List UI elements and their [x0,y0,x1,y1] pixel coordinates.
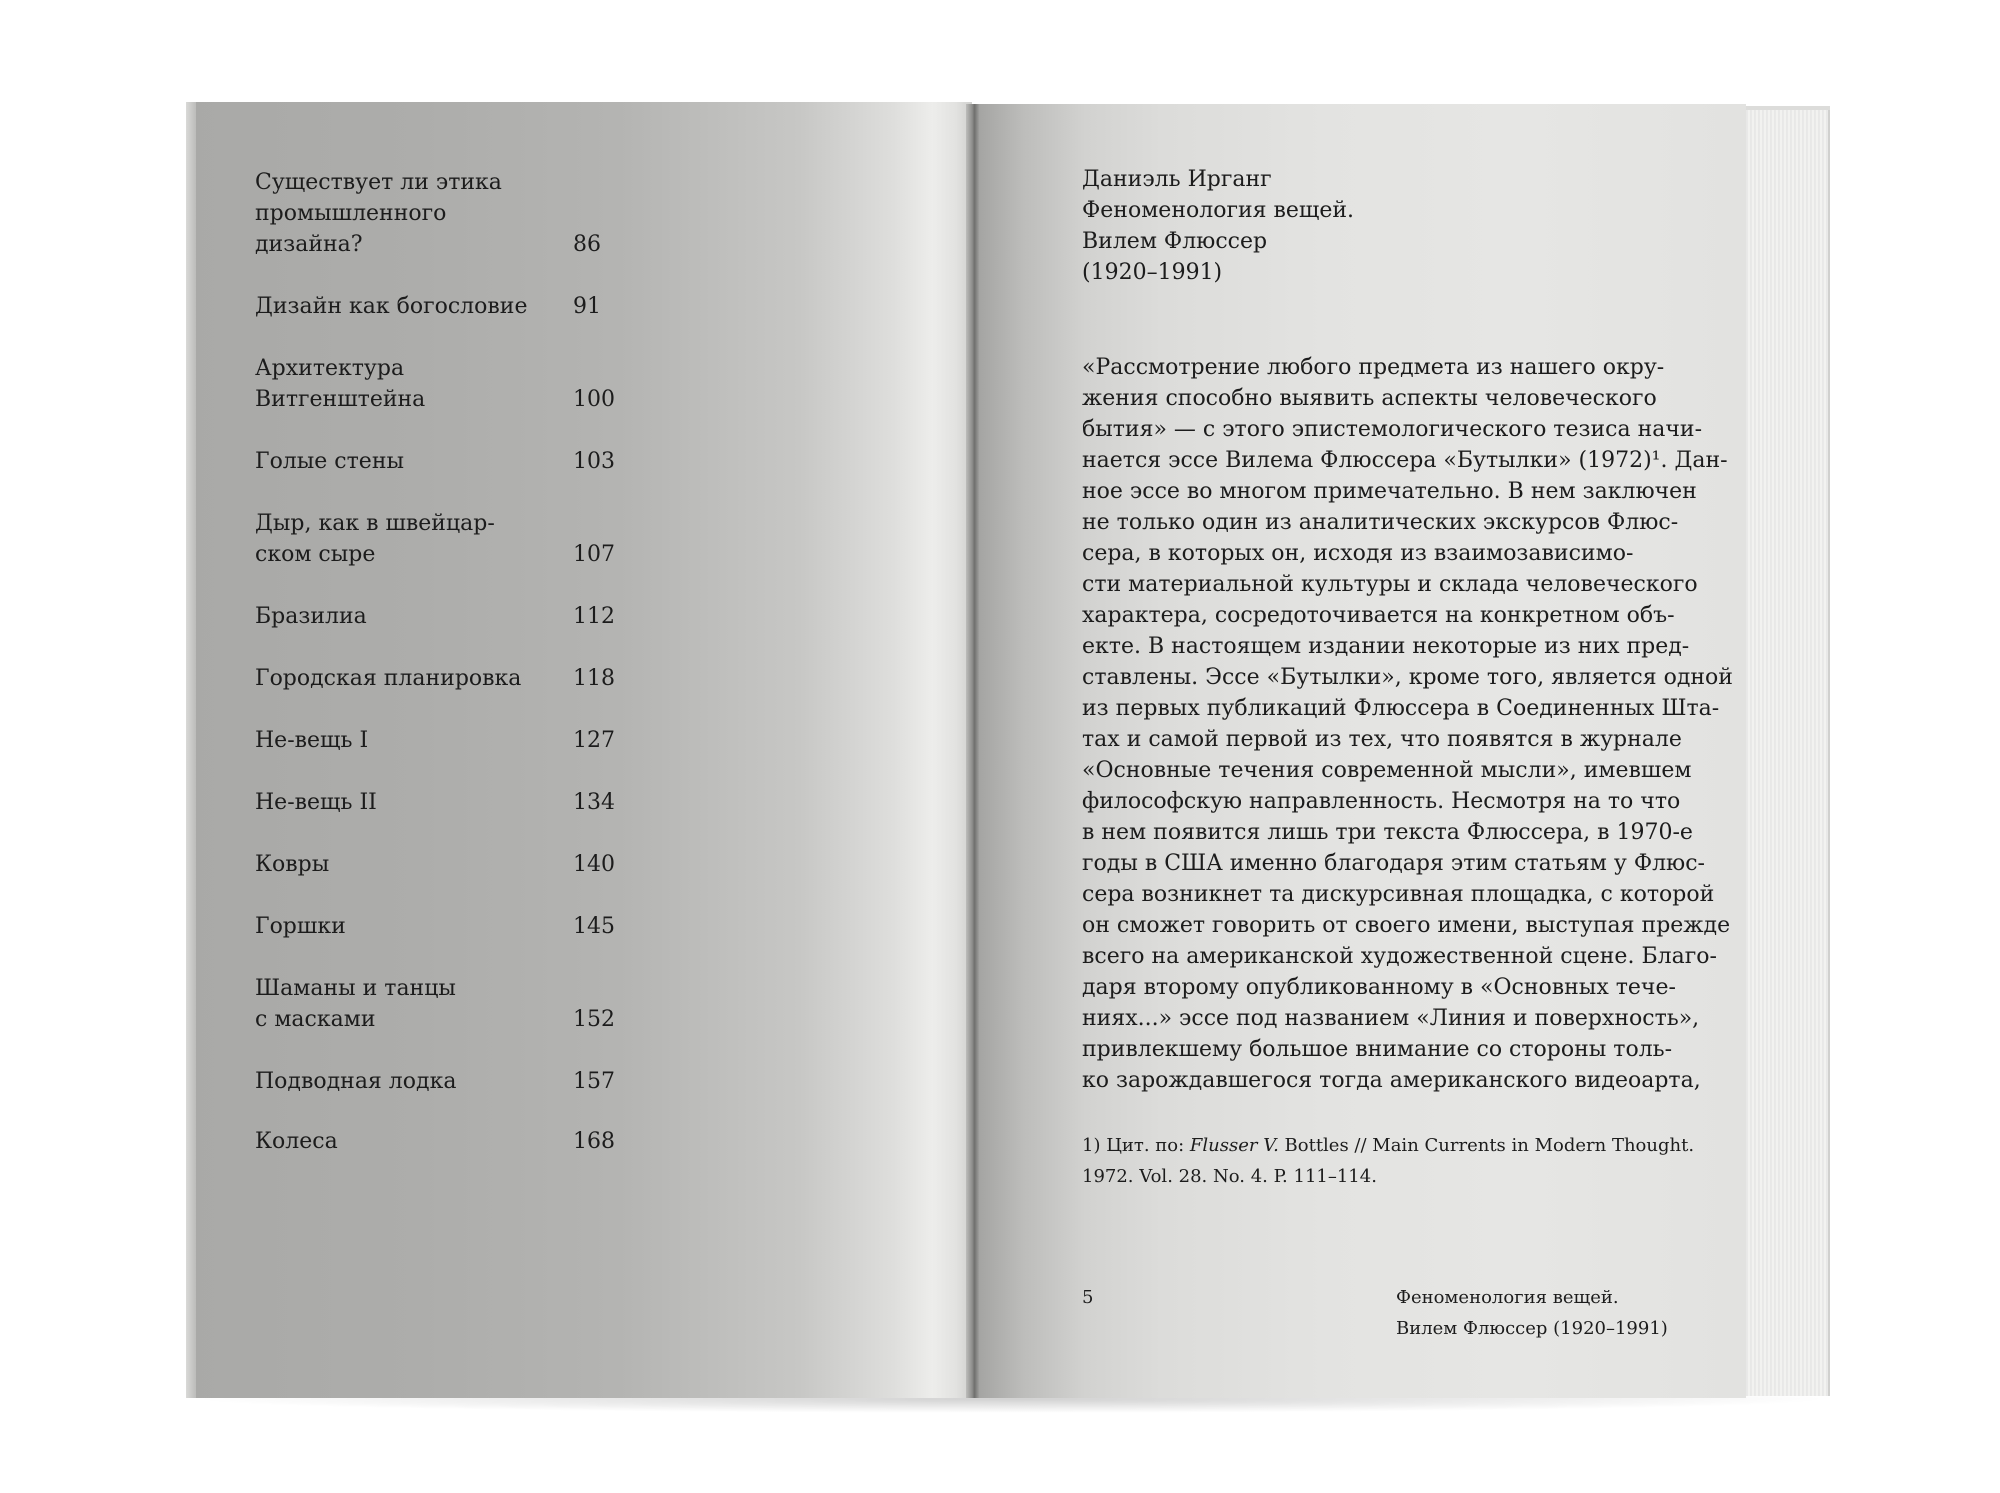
toc-entry [255,167,655,260]
toc-entry-title: Колеса [255,1129,338,1154]
toc-entry-page: 168 [573,1129,615,1154]
toc-entry-page: 100 [573,387,615,412]
toc-entry [255,446,655,477]
toc-entry-page: 157 [573,1069,615,1094]
toc-entry-page: 112 [573,604,615,629]
page-number: 5 [1082,1287,1094,1308]
toc-entry [255,849,655,880]
toc-entry [255,601,655,632]
toc-entry [255,1066,655,1097]
toc-entry-title: Дизайн как богословие [255,294,528,319]
chapter-heading: Даниэль Ирганг Феноменология вещей. Вилем Флюссер (1920–1991) [1082,167,1355,285]
toc-entry [255,663,655,694]
footnote-line-1: 1) Цит. по: Flusser V. Bottles // Main Currents in Modern Thought. [1082,1135,1695,1156]
footnote [1082,1130,1694,1192]
footnote-author: Flusser V. [1189,1135,1279,1156]
toc-entry-title: Шаманы и танцы с масками [255,976,456,1032]
toc-entry [255,911,655,942]
toc-entry [255,973,655,1035]
left-page-edge [186,102,196,1398]
toc-entry [255,787,655,818]
book-gutter [966,104,980,1398]
footnote-line-2: 1972. Vol. 28. No. 4. P. 111–114. [1082,1166,1377,1187]
toc-entry-title: Ковры [255,852,330,877]
toc-entry-title: Дыр, как в швейцар- ском сыре [255,511,495,567]
toc-entry-page: 118 [573,666,615,691]
toc-entry-page: 107 [573,542,615,567]
toc-entry-page: 103 [573,449,615,474]
toc-entry-page: 145 [573,914,615,939]
running-head: Феноменология вещей. Вилем Флюссер (1920–1991) [1396,1287,1668,1339]
toc-entry-page: 152 [573,1007,615,1032]
toc-entry-title: Горшки [255,914,346,939]
toc-entry-page: 140 [573,852,615,877]
toc-entry [255,508,655,570]
toc-entry-page: 127 [573,728,615,753]
toc-entry-page: 91 [573,294,601,319]
toc-entry-page: 86 [573,232,601,257]
toc-entry [255,725,655,756]
page-stack [1744,110,1830,1396]
toc-entry [255,353,655,415]
toc-entry-page: 134 [573,790,615,815]
toc-entry-title: Существует ли этика промышленного дизайна? [255,170,502,257]
toc-entry-title: Не-вещь I [255,728,369,753]
body-paragraph: «Рассмотрение любого предмета из нашего окру- жения способно выявить аспекты человеческого бытия» — с этого эпистемологического тезиса начи- нается эссе Вилема Флюссера «Бутылки» (1972)¹. Дан- ное эссе во многом примечательно. В нем заключен не только один из аналитических экскурсов Флюс- сера, в которых он, исходя из взаимозависимо- сти материальной культуры и склада человеческого характера, сосредоточивается на конкретном объ- екте. В настоящем издании некоторые из них пред- ставлены. Эссе «Бутылки», кроме того, является одной из первых публикаций Флюссера в Соединенных Шта- тах и самой первой из тех, что появятся в журнале «Основные течения современной мысли», имевшем философскую направленность. Несмотря на то что в нем появится лишь три текста Флюссера, в 1970-е годы в США именно благодаря этим статьям у Флюс- сера возникнет та дискурсивная площадка, с которой он сможет говорить от своего имени, выступая прежде всего на американской художественной сцене. Благо- даря второму опубликованному в «Основных тече- ниях...» эссе под названием «Линия и поверхность», привлекшему большое внимание со стороны толь- ко зарождавшегося тогда американского видеоарта, [1082,355,1733,1093]
toc-entry [255,291,655,322]
toc-entry-title: Не-вещь II [255,790,377,815]
toc-entry-title: Городская планировка [255,666,522,691]
toc-entry-title: Подводная лодка [255,1069,457,1094]
toc-entry-title: Архитектура Витгенштейна [255,356,426,412]
toc-entry-title: Бразилиа [255,604,367,629]
toc-entry-title: Голые стены [255,449,404,474]
toc-entry [255,1126,655,1157]
table-of-contents [255,0,655,1493]
